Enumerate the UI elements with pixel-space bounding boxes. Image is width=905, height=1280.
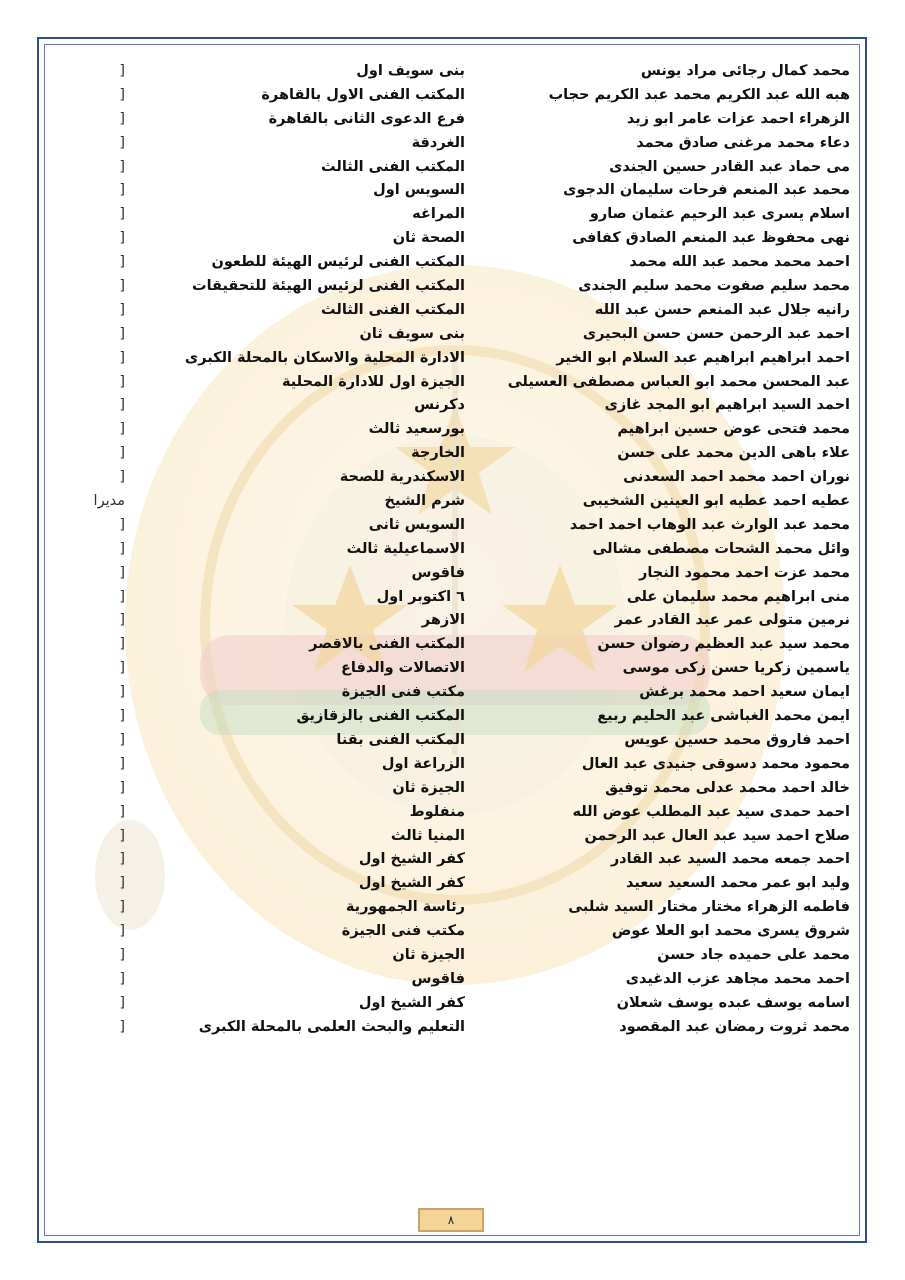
list-item: [0, 586, 905, 610]
status-mark: [: [119, 540, 125, 557]
person-name: وليد ابو عمر محمد السعيد سعيد: [625, 875, 850, 892]
department-name: الاسكندرية للصحة: [339, 469, 465, 486]
department-name: الخارجة: [411, 445, 465, 462]
person-name: محمد عبد المنعم فرحات سليمان الدجوى: [563, 182, 850, 199]
department-name: مكتب فنى الجيزة: [341, 684, 465, 701]
status-mark: [: [119, 278, 125, 295]
list-item: [0, 299, 905, 323]
status-mark: [: [119, 349, 125, 366]
person-name: محمد سليم صفوت محمد سليم الجندى: [578, 278, 850, 295]
person-name: عطيه احمد عطيه ابو العينين الشخيبى: [582, 493, 850, 510]
status-mark: [: [119, 970, 125, 987]
status-mark: مديرا: [93, 493, 125, 510]
person-name: نهى محفوظ عبد المنعم الصادق كفافى: [572, 230, 850, 247]
list-item: [0, 108, 905, 132]
status-mark: [: [119, 636, 125, 653]
person-name: صلاح احمد سيد عبد العال عبد الرحمن: [584, 827, 850, 844]
list-item: [0, 84, 905, 108]
department-name: المراغه: [412, 206, 465, 223]
person-name: محمد سيد عبد العظيم رضوان حسن: [597, 636, 850, 653]
person-name: نوران احمد محمد احمد السعدنى: [623, 469, 850, 486]
status-mark: [: [119, 158, 125, 175]
list-item: [0, 968, 905, 992]
person-name: نرمين متولى عمر عبد القادر عمر: [614, 612, 850, 629]
status-mark: [: [119, 325, 125, 342]
person-name: محمد فتحى عوض حسين ابراهيم: [617, 421, 850, 438]
department-name: الزراعة اول: [381, 755, 465, 772]
list-item: [0, 179, 905, 203]
department-name: بورسعيد ثالث: [368, 421, 465, 438]
department-name: السويس ثانى: [368, 516, 465, 533]
department-name: التعليم والبحث العلمى بالمحلة الكبرى: [198, 1018, 465, 1035]
status-mark: [: [119, 301, 125, 318]
person-name: هبه الله عبد الكريم محمد عبد الكريم حجاب: [548, 86, 850, 103]
department-name: المكتب الفنى لرئيس الهيئة للتحقيقات: [192, 278, 465, 295]
list-item: [0, 705, 905, 729]
department-name: دكرنس: [414, 397, 465, 414]
department-name: بنى سويف اول: [356, 63, 465, 79]
status-mark: [: [119, 564, 125, 581]
status-mark: [: [119, 86, 125, 103]
status-mark: [: [119, 206, 125, 223]
department-name: المكتب الفنى بالزقازيق: [296, 708, 465, 725]
person-name: محمود محمد دسوقى جنيدى عبد العال: [581, 755, 850, 772]
department-name: الازهر: [421, 612, 465, 629]
person-name: محمد عزت احمد محمود النجار: [639, 564, 850, 581]
list-item: [0, 777, 905, 801]
list-item: [0, 657, 905, 681]
list-item: [0, 514, 905, 538]
status-mark: [: [119, 731, 125, 748]
person-name: علاء باهى الدين محمد على حسن: [617, 445, 850, 462]
status-mark: [: [119, 899, 125, 916]
department-name: المكتب الفنى بالاقصر: [309, 636, 465, 653]
list-item: [0, 394, 905, 418]
department-name: الغردقة: [411, 134, 465, 151]
status-mark: [: [119, 182, 125, 199]
department-name: فاقوس: [411, 564, 465, 581]
person-name: محمد ثروت رمضان عبد المقصود: [619, 1018, 850, 1035]
status-mark: [: [119, 230, 125, 247]
list-item: [0, 227, 905, 251]
page-number-badge: [418, 1208, 484, 1232]
list-item: [0, 371, 905, 395]
page-number: ٨: [447, 1213, 455, 1227]
personnel-list: [0, 60, 905, 1040]
department-name: المكتب الفنى بقنا: [336, 731, 465, 748]
status-mark: [: [119, 110, 125, 127]
status-mark: [: [119, 516, 125, 533]
person-name: رانيه جلال عبد المنعم حسن عبد الله: [594, 301, 850, 318]
status-mark: [: [119, 134, 125, 151]
status-mark: [: [119, 684, 125, 701]
person-name: عبد المحسن محمد ابو العباس مصطفى العسيلى: [507, 373, 850, 390]
list-item: [0, 490, 905, 514]
list-item: [0, 872, 905, 896]
status-mark: [: [119, 875, 125, 892]
status-mark: [: [119, 923, 125, 940]
list-item: [0, 920, 905, 944]
department-name: المنيا ثالث: [390, 827, 465, 844]
person-name: ايمن محمد الغباشى عبد الحليم ربيع: [597, 708, 850, 725]
status-mark: [: [119, 803, 125, 820]
person-name: احمد حمدى سيد عبد المطلب عوض الله: [572, 803, 850, 820]
department-name: كفر الشيخ اول: [358, 994, 465, 1011]
status-mark: [: [119, 63, 125, 79]
department-name: الادارة المحلية والاسكان بالمحلة الكبرى: [184, 349, 465, 366]
list-item: [0, 729, 905, 753]
department-name: المكتب الفنى الثالث: [321, 158, 465, 175]
list-item: [0, 466, 905, 490]
person-name: محمد عبد الوارث عبد الوهاب احمد احمد: [569, 516, 850, 533]
list-item: [0, 156, 905, 180]
department-name: كفر الشيخ اول: [358, 851, 465, 868]
person-name: احمد فاروق محمد حسين عويس: [624, 731, 850, 748]
department-name: الصحة ثان: [392, 230, 465, 247]
department-name: رئاسة الجمهورية: [345, 899, 465, 916]
status-mark: [: [119, 421, 125, 438]
department-name: فاقوس: [411, 970, 465, 987]
status-mark: [: [119, 851, 125, 868]
person-name: محمد على حميده جاد حسن: [657, 946, 850, 963]
person-name: ياسمين زكريا حسن زكى موسى: [622, 660, 850, 677]
status-mark: [: [119, 779, 125, 796]
department-name: شرم الشيخ: [384, 493, 465, 510]
person-name: شروق يسرى محمد ابو العلا عوض: [611, 923, 850, 940]
list-item: [0, 633, 905, 657]
person-name: فاطمه الزهراء مختار مختار السيد شلبى: [568, 899, 850, 916]
list-item: [0, 1016, 905, 1040]
person-name: احمد ابراهيم ابراهيم عبد السلام ابو الخير: [556, 349, 850, 366]
department-name: المكتب الفنى الثالث: [321, 301, 465, 318]
person-name: احمد جمعه محمد السيد عبد القادر: [610, 851, 850, 868]
person-name: احمد السيد ابراهيم ابو المجد غازى: [604, 397, 850, 414]
status-mark: [: [119, 827, 125, 844]
person-name: مى حماد عبد القادر حسين الجندى: [609, 158, 850, 175]
list-item: [0, 896, 905, 920]
department-name: الجيزة ثان: [392, 946, 465, 963]
status-mark: [: [119, 755, 125, 772]
department-name: المكتب الفنى الاول بالقاهرة: [261, 86, 465, 103]
department-name: الاسماعيلية ثالث: [346, 540, 465, 557]
status-mark: [: [119, 708, 125, 725]
department-name: منفلوط: [409, 803, 465, 820]
list-item: [0, 132, 905, 156]
department-name: الجيزة اول للادارة المحلية: [281, 373, 465, 390]
person-name: الزهراء احمد عزات عامر ابو زيد: [626, 110, 850, 127]
status-mark: [: [119, 469, 125, 486]
list-item: [0, 609, 905, 633]
list-item: [0, 418, 905, 442]
status-mark: [: [119, 397, 125, 414]
person-name: ايمان سعيد احمد محمد برغش: [639, 684, 850, 701]
person-name: احمد محمد محمد عبد الله محمد: [629, 254, 850, 271]
status-mark: [: [119, 1018, 125, 1035]
status-mark: [: [119, 946, 125, 963]
department-name: الاتصالات والدفاع: [340, 660, 465, 677]
person-name: وائل محمد الشحات مصطفى مشالى: [592, 540, 850, 557]
list-item: [0, 992, 905, 1016]
person-name: خالد احمد محمد عدلى محمد توفيق: [605, 779, 850, 796]
department-name: مكتب فنى الجيزة: [341, 923, 465, 940]
person-name: احمد محمد مجاهد عزب الدغيدى: [625, 970, 850, 987]
status-mark: [: [119, 588, 125, 605]
person-name: احمد عبد الرحمن حسن حسن البحيرى: [582, 325, 850, 342]
department-name: بنى سويف ثان: [359, 325, 465, 342]
department-name: ٦ اكتوبر اول: [376, 588, 465, 605]
list-item: [0, 251, 905, 275]
list-item: [0, 442, 905, 466]
list-item: [0, 538, 905, 562]
status-mark: [: [119, 994, 125, 1011]
list-item: [0, 562, 905, 586]
list-item: [0, 825, 905, 849]
list-item: [0, 323, 905, 347]
list-item: [0, 60, 905, 84]
list-item: [0, 681, 905, 705]
list-item: [0, 801, 905, 825]
department-name: الجيزة ثان: [392, 779, 465, 796]
list-item: [0, 347, 905, 371]
department-name: كفر الشيخ اول: [358, 875, 465, 892]
list-item: [0, 848, 905, 872]
person-name: اسلام يسرى عبد الرحيم عثمان صارو: [589, 206, 850, 223]
list-item: [0, 275, 905, 299]
person-name: دعاء محمد مرغنى صادق محمد: [636, 134, 850, 151]
list-item: [0, 753, 905, 777]
status-mark: [: [119, 612, 125, 629]
list-item: [0, 203, 905, 227]
status-mark: [: [119, 373, 125, 390]
list-item: [0, 944, 905, 968]
department-name: المكتب الفنى لرئيس الهيئة للطعون: [211, 254, 465, 271]
department-name: فرع الدعوى الثانى بالقاهرة: [268, 110, 465, 127]
department-name: السويس اول: [373, 182, 465, 199]
status-mark: [: [119, 254, 125, 271]
person-name: محمد كمال رجائى مراد يونس: [640, 63, 850, 79]
person-name: منى ابراهيم محمد سليمان على: [626, 588, 850, 605]
person-name: اسامه يوسف عبده يوسف شعلان: [616, 994, 850, 1011]
status-mark: [: [119, 445, 125, 462]
status-mark: [: [119, 660, 125, 677]
